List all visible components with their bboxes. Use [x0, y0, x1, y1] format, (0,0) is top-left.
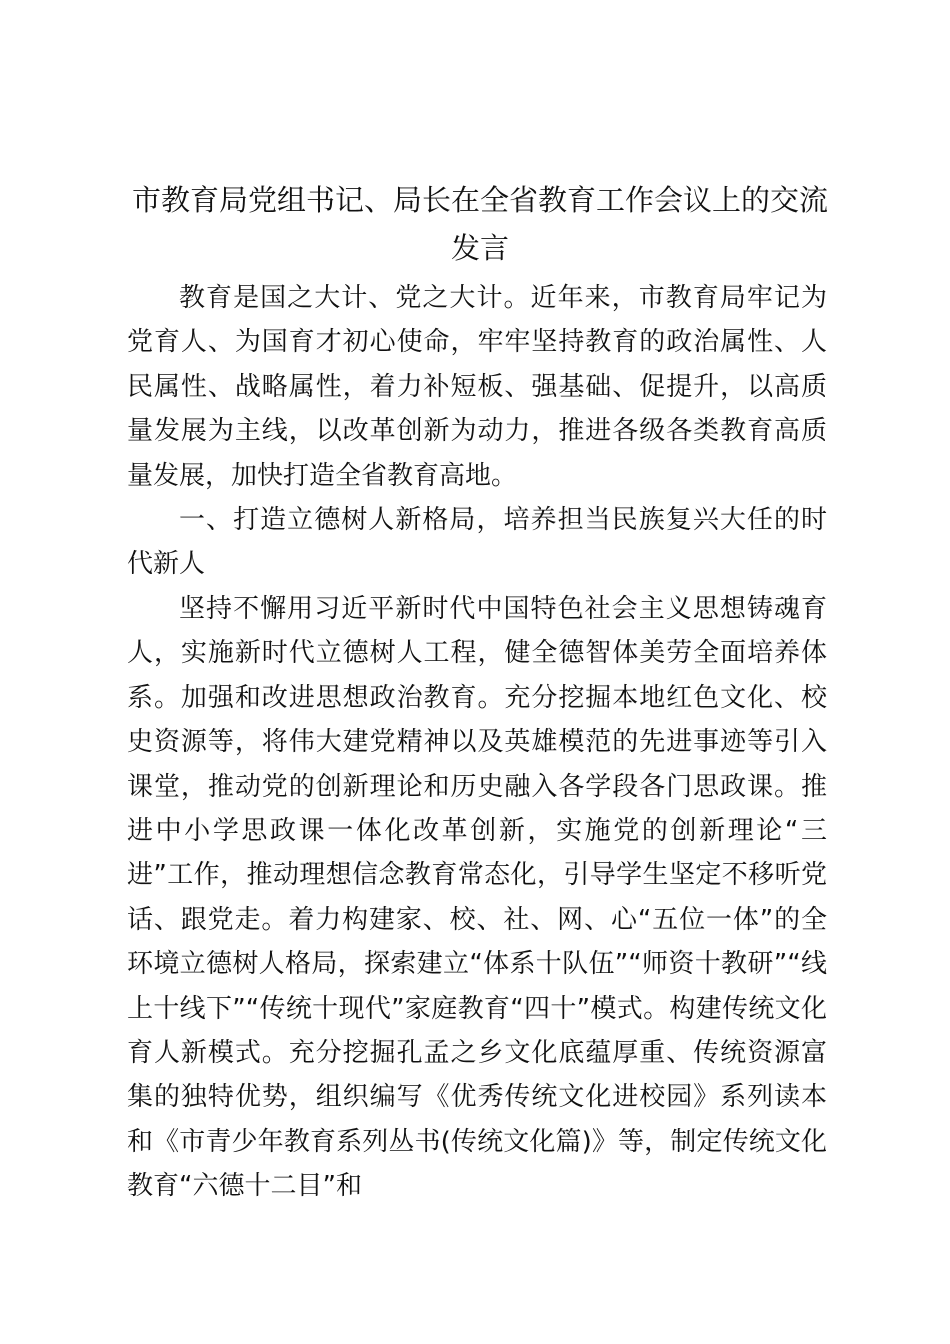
intro-paragraph: 教育是国之大计、党之大计。近年来，市教育局牢记为党育人、为国育才初心使命，牢牢坚持教育的政治属性、人民属性、战略属性，着力补短板、强基础、促提升，以高质量发展为主线，以改革创新为动力，推进各级各类教育高质量发展，加快打造全省教育高地。 — [127, 283, 827, 491]
section-heading-1: 一、打造立德树人新格局，培养担当民族复兴大任的时代新人 — [127, 505, 827, 580]
document-title: 市教育局党组书记、局长在全省教育工作会议上的交流发言 — [131, 183, 828, 265]
section-1-paragraph: 坚持不懈用习近平新时代中国特色社会主义思想铸魂育人，实施新时代立德树人工程，健全德智体美劳全面培养体系。加强和改进思想政治教育。充分挖掘本地红色文化、校史资源等，将伟大建党精神以及英雄模范的先进事迹等引入课堂，推动党的创新理论和历史融入各学段各门思政课。推进中小学思政课一体化改革创新，实施党的创新理论“三进”工作，推动理想信念教育常态化，引导学生坚定不移听党话、跟党走。着力构建家、校、社、网、心“五位一体”的全环境立德树人格局，探索建立“体系十队伍”“师资十教研”“线上十线下”“传统十现代”家庭教育“四十”模式。构建传统文化育人新模式。充分挖掘孔孟之乡文化底蕴厚重、传统资源富集的独特优势，组织编写《优秀传统文化进校园》系列读本和《市青少年教育系列丛书(传统文化篇)》等，制定传统文化教育“六德十二目”和 — [127, 594, 827, 1202]
